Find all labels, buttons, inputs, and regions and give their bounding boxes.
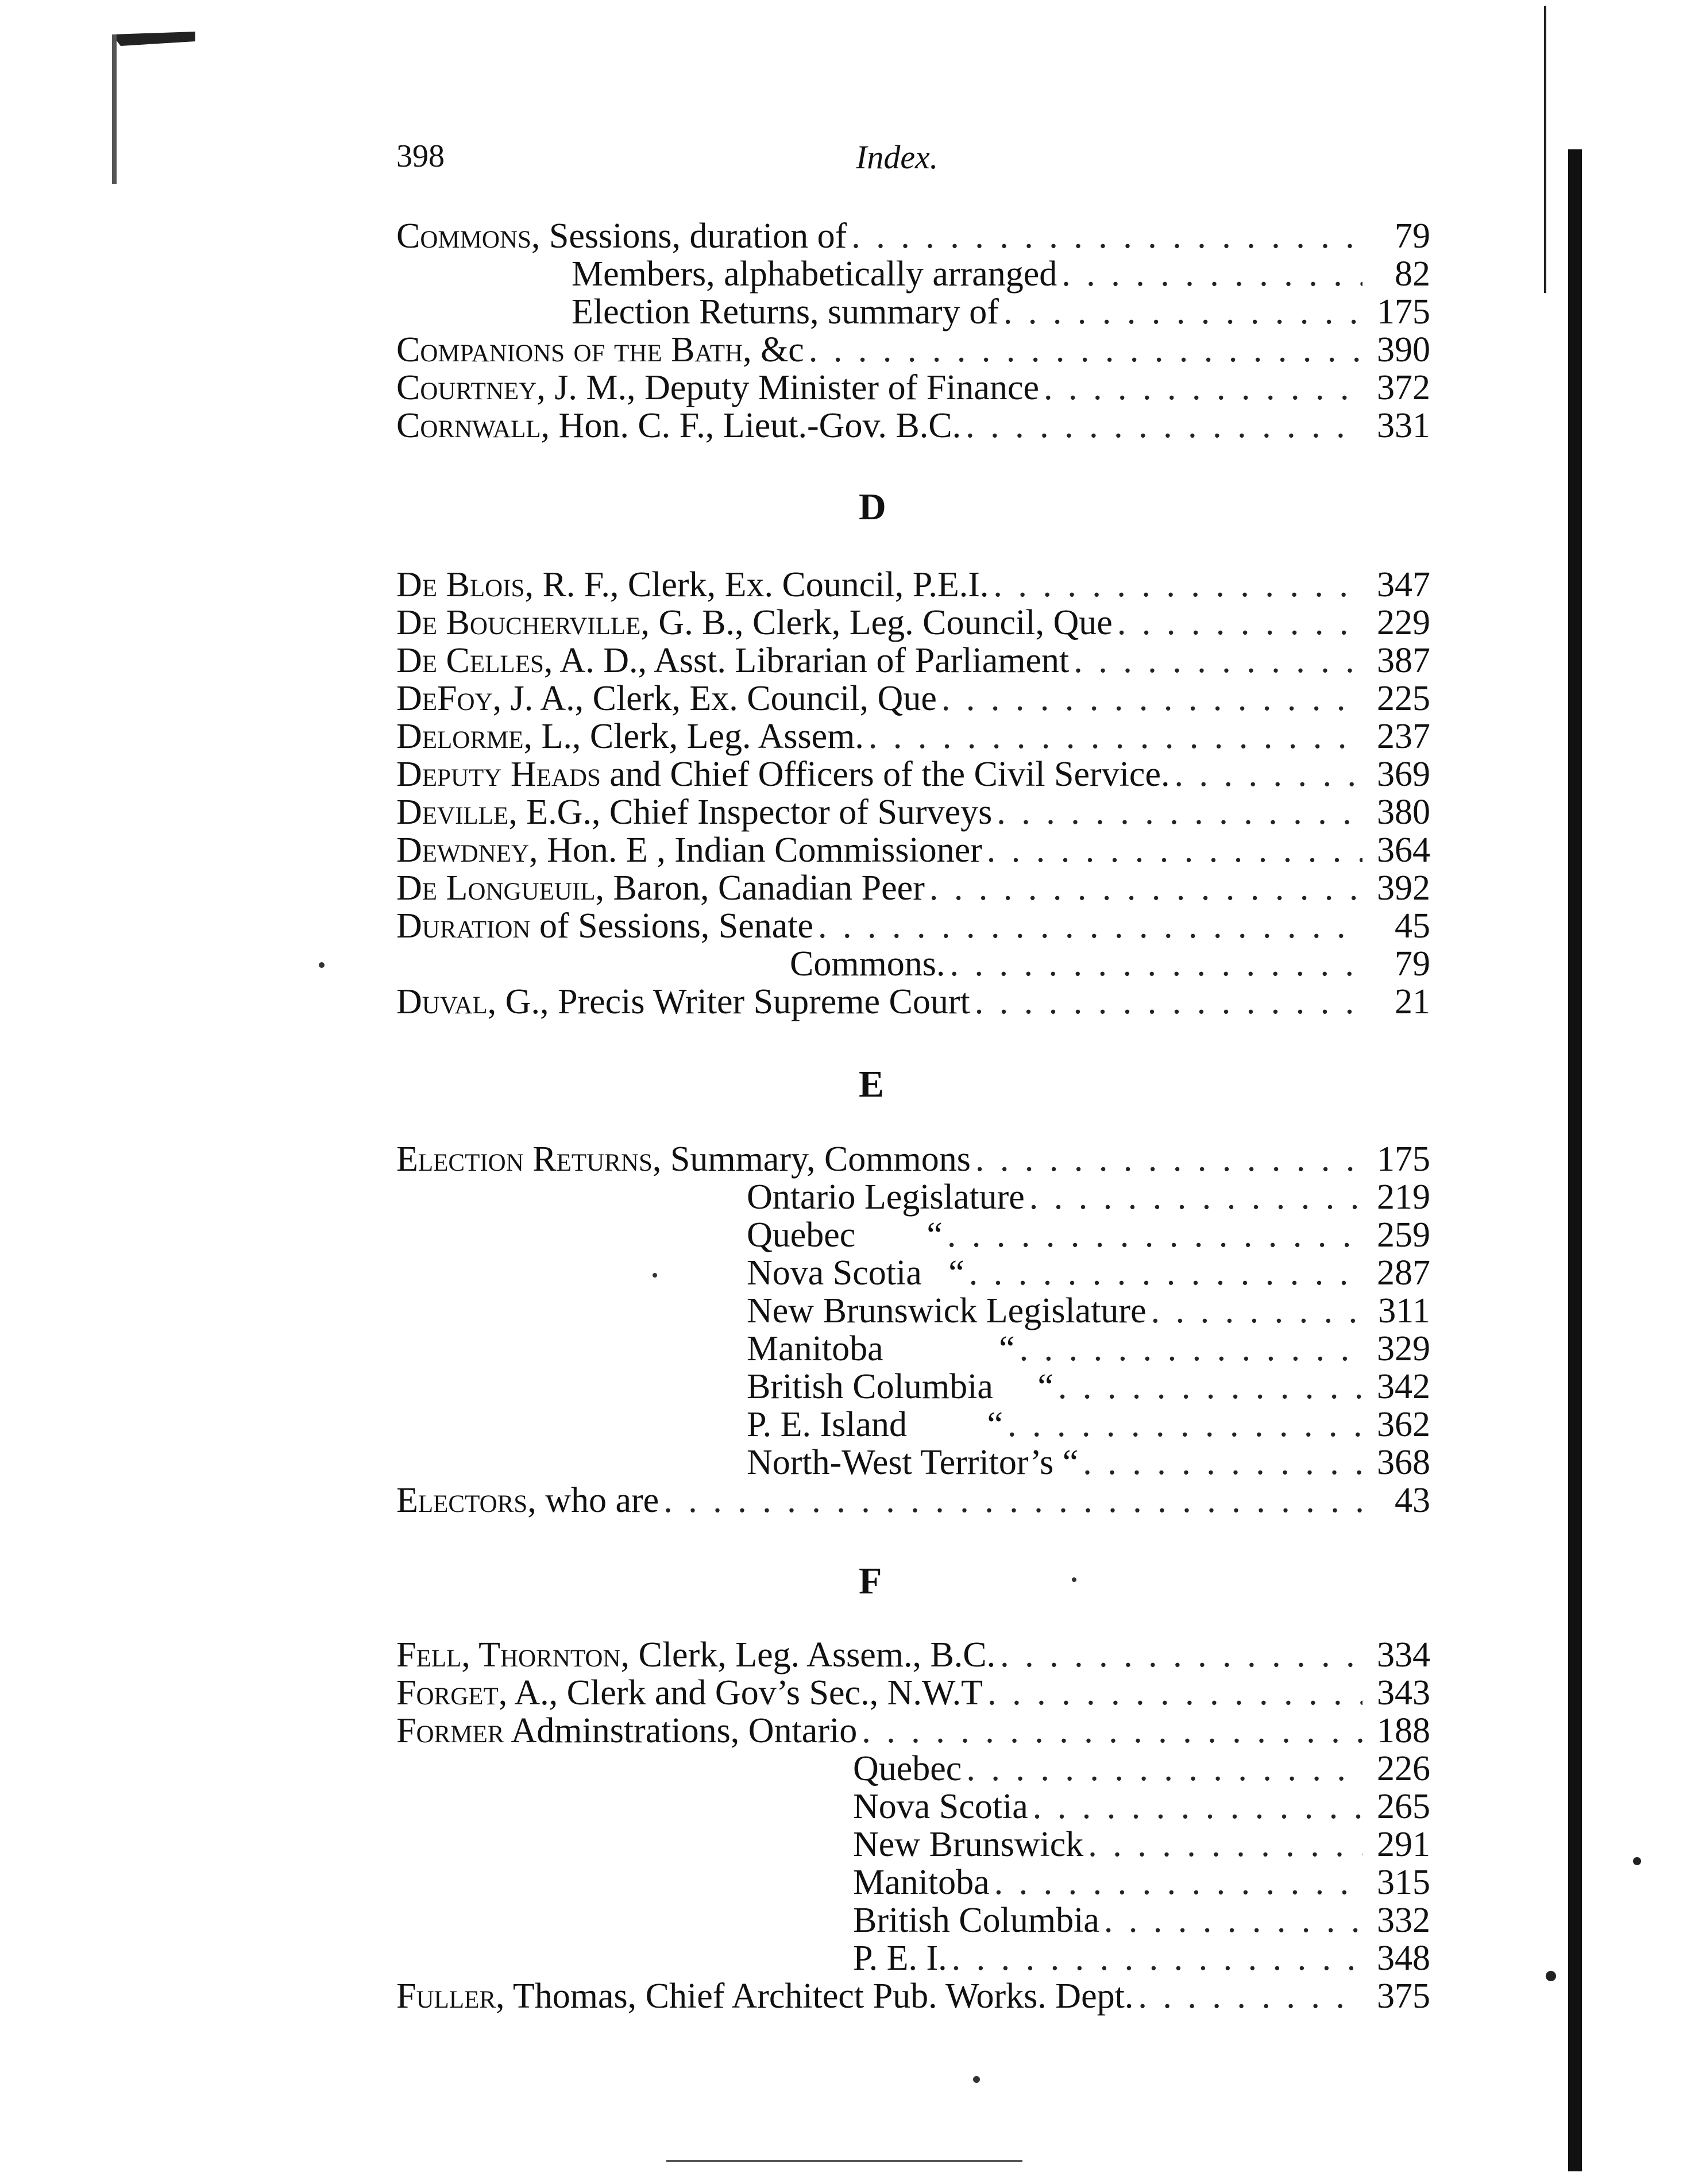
- page-ref: 375: [1377, 1977, 1430, 2016]
- index-entry: Members, alphabetically arranged . . . 82: [572, 255, 1430, 293]
- index-entry: De Longueuil, Baron, Canadian Peer . . . 392: [396, 869, 1430, 907]
- page-ref: 390: [1377, 330, 1430, 369]
- index-entry: Deville, E.G., Chief Inspector of Surveys . . . 380: [396, 793, 1430, 831]
- page-ref: 226: [1377, 1749, 1430, 1788]
- index-entry: De Blois, R. F., Clerk, Ex. Council, P.E.I. . . . 347: [396, 566, 1430, 604]
- index-entry: Manitoba “ . . . 329: [747, 1330, 1430, 1368]
- page-ref: 45: [1395, 906, 1430, 946]
- page-ref: 331: [1377, 406, 1430, 445]
- index-entry: Duval, G., Precis Writer Supreme Court . . . 21: [396, 983, 1430, 1021]
- index-entry: North-West Territor’s “ . . . 368: [747, 1444, 1430, 1481]
- page-ref: 311: [1378, 1291, 1430, 1330]
- page-ref: 225: [1377, 679, 1430, 718]
- page-ref: 342: [1377, 1367, 1430, 1406]
- page-ref: 387: [1377, 641, 1430, 680]
- page-ref: 364: [1377, 831, 1430, 870]
- page-ref: 368: [1377, 1443, 1430, 1482]
- page-ref: 82: [1395, 254, 1430, 294]
- page-ref: 392: [1377, 869, 1430, 908]
- page-ref: 372: [1377, 368, 1430, 407]
- index-entry: DeFoy, J. A., Clerk, Ex. Council, Que . . . 225: [396, 680, 1430, 717]
- section-letter-e: E: [859, 1063, 885, 1105]
- index-entry: Manitoba . . . 315: [853, 1863, 1430, 1901]
- page-ref: 175: [1377, 1140, 1430, 1179]
- page-ref: 347: [1377, 565, 1430, 604]
- index-entry: Delorme, L., Clerk, Leg. Assem. . . . 237: [396, 717, 1430, 755]
- index-entry: Cornwall, Hon. C. F., Lieut.-Gov. B.C. . . . 331: [396, 407, 1430, 445]
- page-ref: 229: [1377, 603, 1430, 642]
- left-margin-mark: [112, 34, 117, 184]
- index-entry: Nova Scotia “ . . . 287: [747, 1254, 1430, 1292]
- index-entry: P. E. Island “ . . . 362: [747, 1406, 1430, 1444]
- page-ref: 380: [1377, 793, 1430, 832]
- index-entry: Electors, who are . . . 43: [396, 1481, 1430, 1519]
- page-ref: 79: [1395, 217, 1430, 256]
- bottom-dash-line: [666, 2160, 1022, 2162]
- page-ref: 315: [1377, 1863, 1430, 1902]
- binding-shadow: [1568, 149, 1582, 2171]
- index-entry: Duration of Sessions, Senate . . . 45: [396, 907, 1430, 945]
- index-entry: Fell, Thornton, Clerk, Leg. Assem., B.C. . . . 334: [396, 1636, 1430, 1674]
- index-entry: P. E. I. . . . 348: [853, 1939, 1430, 1977]
- index-entry: Companions of the Bath, &c . . . 390: [396, 331, 1430, 369]
- index-entry: Forget, A., Clerk and Gov’s Sec., N.W.T . . . 343: [396, 1674, 1430, 1712]
- page-ref: 369: [1377, 755, 1430, 794]
- running-head: Index.: [856, 138, 939, 176]
- page-number: 398: [396, 138, 445, 174]
- index-entry: New Brunswick Legislature . . . 311: [747, 1292, 1430, 1330]
- page-ref: 21: [1395, 982, 1430, 1021]
- page-ref: 334: [1377, 1635, 1430, 1674]
- index-entry: British Columbia “ . . . 342: [747, 1368, 1430, 1406]
- page-ref: 343: [1377, 1673, 1430, 1712]
- index-entry: Courtney, J. M., Deputy Minister of Finance . . . 372: [396, 369, 1430, 407]
- page-ref: 332: [1377, 1901, 1430, 1940]
- page-ref: 237: [1377, 717, 1430, 756]
- page-ref: 259: [1377, 1216, 1430, 1255]
- index-entry: Quebec . . . 226: [853, 1750, 1430, 1788]
- index-entry: De Celles, A. D., Asst. Librarian of Parliament . . . 387: [396, 642, 1430, 680]
- index-entry: Former Adminstrations, Ontario . . . 188: [396, 1712, 1430, 1750]
- page-ref: 79: [1395, 944, 1430, 983]
- page-ref: 362: [1377, 1405, 1430, 1444]
- page-ref: 291: [1377, 1825, 1430, 1864]
- page-ref: 329: [1377, 1329, 1430, 1368]
- index-entry: New Brunswick . . . 291: [853, 1826, 1430, 1863]
- index-entry: Election Returns, Summary, Commons . . . 175: [396, 1140, 1430, 1178]
- index-entry: Deputy Heads and Chief Officers of the Civil Service. . . . 369: [396, 755, 1430, 793]
- page-ref: 265: [1377, 1787, 1430, 1826]
- index-entry: British Columbia . . . 332: [853, 1901, 1430, 1939]
- section-letter-d: D: [859, 486, 886, 528]
- index-entry: Commons. . . . 79: [790, 945, 1430, 983]
- index-entry: Nova Scotia . . . 265: [853, 1788, 1430, 1826]
- section-letter-f: F: [859, 1560, 882, 1602]
- index-entry: De Boucherville, G. B., Clerk, Leg. Council, Que . . . 229: [396, 604, 1430, 642]
- corner-mark: [112, 32, 195, 46]
- page-ref: 43: [1395, 1481, 1430, 1520]
- index-entry: Commons, Sessions, duration of . . . 79: [396, 217, 1430, 255]
- index-entry: Dewdney, Hon. E , Indian Commissioner . . . 364: [396, 831, 1430, 869]
- page-ref: 348: [1377, 1939, 1430, 1978]
- page-ref: 219: [1377, 1178, 1430, 1217]
- index-entry: Fuller, Thomas, Chief Architect Pub. Works. Dept. . . . 375: [396, 1977, 1430, 2015]
- page-ref: 188: [1377, 1711, 1430, 1750]
- index-entry: Ontario Legislature . . . 219: [747, 1178, 1430, 1216]
- page-edge-line: [1544, 6, 1546, 293]
- index-entry: Quebec “ . . . 259: [747, 1216, 1430, 1254]
- page-ref: 287: [1377, 1253, 1430, 1292]
- index-entry: Election Returns, summary of . . . 175: [572, 293, 1430, 331]
- page-ref: 175: [1377, 292, 1430, 331]
